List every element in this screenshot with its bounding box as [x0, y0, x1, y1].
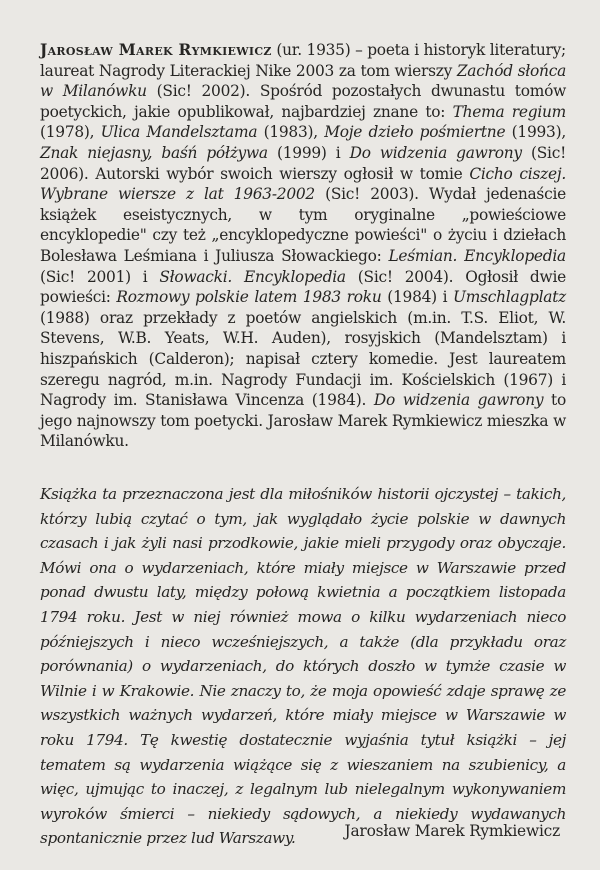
book-title: Słowacki. Encyklopedia — [159, 267, 346, 286]
book-title: Ulica Mandelsztama — [100, 123, 258, 142]
book-title: Leśmian. Encyklopedia — [388, 246, 566, 265]
book-blurb: Książka ta przeznaczona jest dla miłośników historii ojczystej – takich, którzy lubią czytać o tym, jak wyglądało życie polskie w dawnych czasach i jak żyli nasi przodkowie, jakie mieli przygody oraz obyczaje. Mówi ona o wydarzeniach, które miały miejsce w Warszawie przed ponad dwustu laty, między połową kwietnia a początkiem listopada 1794 roku. Jest w niej również mowa o kilku wydarzeniach nieco późniejszych i nieco wcześniejszych, a także (dla przykładu oraz porównania) o wydarzeniach, do których doszło w tymże czasie w Wilnie i w Krakowie. Nie znaczy to, że moja opowieść zdaje sprawę ze wszystkich ważnych wydarzeń, które miały miejsce w Warszawie w roku 1794. Tę kwestię dostatecznie wyjaśnia tytuł książki – jej tematem są wydarzenia wiążące się z wieszaniem na szubienicy, a więc, ujmując to inaczej, z legalnym lub nielegalnym wykonywaniem wyroków śmierci – niekiedy sądowych, a niekiedy wydawanych spontanicznie przez lud Warszawy. — [40, 485, 566, 848]
author-name: Jarosław Marek Rymkiewicz — [40, 41, 272, 59]
bio-text: (Sic! 2003). Wydał jedenaście książek eseistycznych, w tym oryginalne „powieściowe encyklopedie" czy też „encyklopedyczne powieści" o życiu i dziełach Bolesława Leśmiana i Juliusza Słowackiego: — [40, 185, 566, 265]
book-title: Cicho ciszej. Wybrane wiersze z lat 1963-2002 — [40, 164, 566, 204]
book-title: Znak niejasny, baśń półżywa — [40, 143, 268, 162]
bio-text: (Sic! 2002). Spośród pozostałych dwunastu tomów poetyckich, jakie opublikował, najbardziej znane to: — [40, 82, 567, 121]
book-title: Moje dzieło pośmiertne — [324, 123, 506, 142]
bio-text: (Sic! 2006). Autorski wybór swoich wierszy ogłosił w tomie — [40, 143, 567, 183]
book-title: Do widzenia gawrony — [373, 391, 544, 410]
bio-text: (1984) i — [381, 288, 454, 307]
bio-text: to jego najnowszy tom poetycki. Jarosław Marek Rymkiewicz mieszka w Milanówku. — [40, 391, 567, 451]
book-title: Thema regium — [452, 102, 566, 121]
author-signature: Jarosław Marek Rymkiewicz — [344, 822, 560, 840]
bio-text: (1999) i — [267, 143, 350, 162]
bio-text: (ur. 1935) – poeta i historyk literatury; laureat Nagrody Literackiej Nike 2003 za tom wierszy — [40, 41, 566, 80]
bio-text: (1983), — [257, 123, 325, 142]
book-title: Zachód słońca w Milanówku — [40, 61, 566, 101]
author-bio — [40, 40, 566, 452]
bio-text: (1988) oraz przekłady z poetów angielskich (m.in. T.S. Eliot, W. Stevens, W.B. Yeats, W.H. Auden), rosyjskich (Mandelsztam) i hiszpańskich (Calderon); napisał cztery komedie. Jest laureatem szeregu nagród, m.in. Nagrody Fundacji im. Kościelskich (1967) i Nagrody im. Stanisława Vincenza (1984). — [40, 308, 566, 410]
book-title: Rozmowy polskie latem 1983 roku — [116, 288, 382, 307]
bio-text: (1993), — [505, 123, 566, 142]
book-title: Do widzenia gawrony — [349, 143, 522, 162]
bio-text: (1978), — [40, 123, 101, 142]
book-title: Umschlagplatz — [453, 288, 566, 307]
bio-text: (Sic! 2004). Ogłosił dwie powieści: — [40, 267, 566, 307]
bio-text: (Sic! 2001) i — [40, 267, 160, 286]
